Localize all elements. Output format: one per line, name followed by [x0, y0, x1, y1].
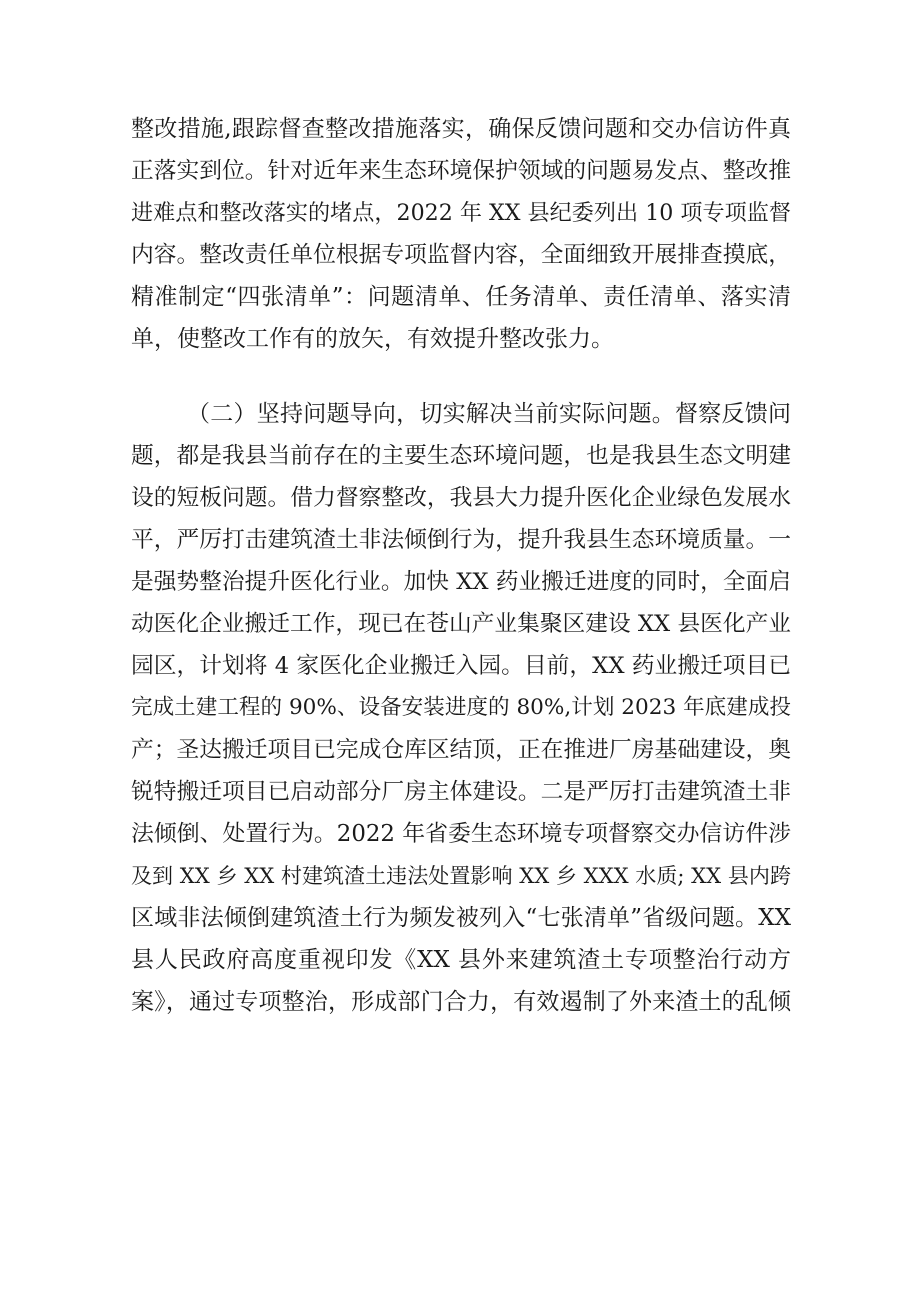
- text-line: 正落实到位。针对近年来生态环境保护领域的问题易发点、整改推: [131, 158, 791, 184]
- text-line: 完成土建工程的 90%、设备安装进度的 80%,计划 2023 年底建成投: [131, 695, 791, 720]
- text-line: 锐特搬迁项目已启动部分厂房主体建设。二是严厉打击建筑渣土非: [131, 779, 791, 805]
- text-line: 题，都是我县当前存在的主要生态环境问题，也是我县生态文明建: [131, 443, 791, 469]
- text-line: （二）坚持问题导向，切实解决当前实际问题。督察反馈问: [187, 401, 791, 427]
- text-line: 及到 XX 乡 XX 村建筑渣土违法处置影响 XX 乡 XXX 水质; XX 县内跨: [131, 863, 791, 888]
- text-line: 案》，通过专项整治，形成部门合力，有效遏制了外来渣土的乱倾: [131, 989, 791, 1015]
- text-line: 县人民政府高度重视印发《XX 县外来建筑渣土专项整治行动方: [131, 947, 791, 973]
- text-line: 是强势整治提升医化行业。加快 XX 药业搬迁进度的同时，全面启: [131, 569, 791, 595]
- text-line: 整改措施,跟踪督查整改措施落实，确保反馈问题和交办信访件真: [131, 116, 791, 142]
- text-line: 园区，计划将 4 家医化企业搬迁入园。目前，XX 药业搬迁项目已: [131, 653, 792, 679]
- text-line: 内容。整改责任单位根据专项监督内容，全面细致开展排查摸底，: [131, 242, 791, 268]
- text-line: 精准制定“四张清单”：问题清单、任务清单、责任清单、落实清: [131, 284, 791, 310]
- text-line: 区域非法倾倒建筑渣土行为频发被列入“七张清单”省级问题。XX: [131, 905, 791, 931]
- text-line: 法倾倒、处置行为。2022 年省委生态环境专项督察交办信访件涉: [131, 821, 791, 847]
- text-line: 动医化企业搬迁工作，现已在苍山产业集聚区建设 XX 县医化产业: [131, 611, 791, 637]
- text-line: 产；圣达搬迁项目已完成仓库区结顶，正在推进厂房基础建设，奥: [131, 737, 791, 763]
- text-line: 单，使整改工作有的放矢，有效提升整改张力。: [131, 326, 614, 352]
- text-line: 进难点和整改落实的堵点，2022 年 XX 县纪委列出 10 项专项监督: [131, 200, 791, 226]
- text-line: 平，严厉打击建筑渣土非法倾倒行为，提升我县生态环境质量。一: [131, 527, 791, 553]
- text-line: 设的短板问题。借力督察整改，我县大力提升医化企业绿色发展水: [131, 485, 791, 511]
